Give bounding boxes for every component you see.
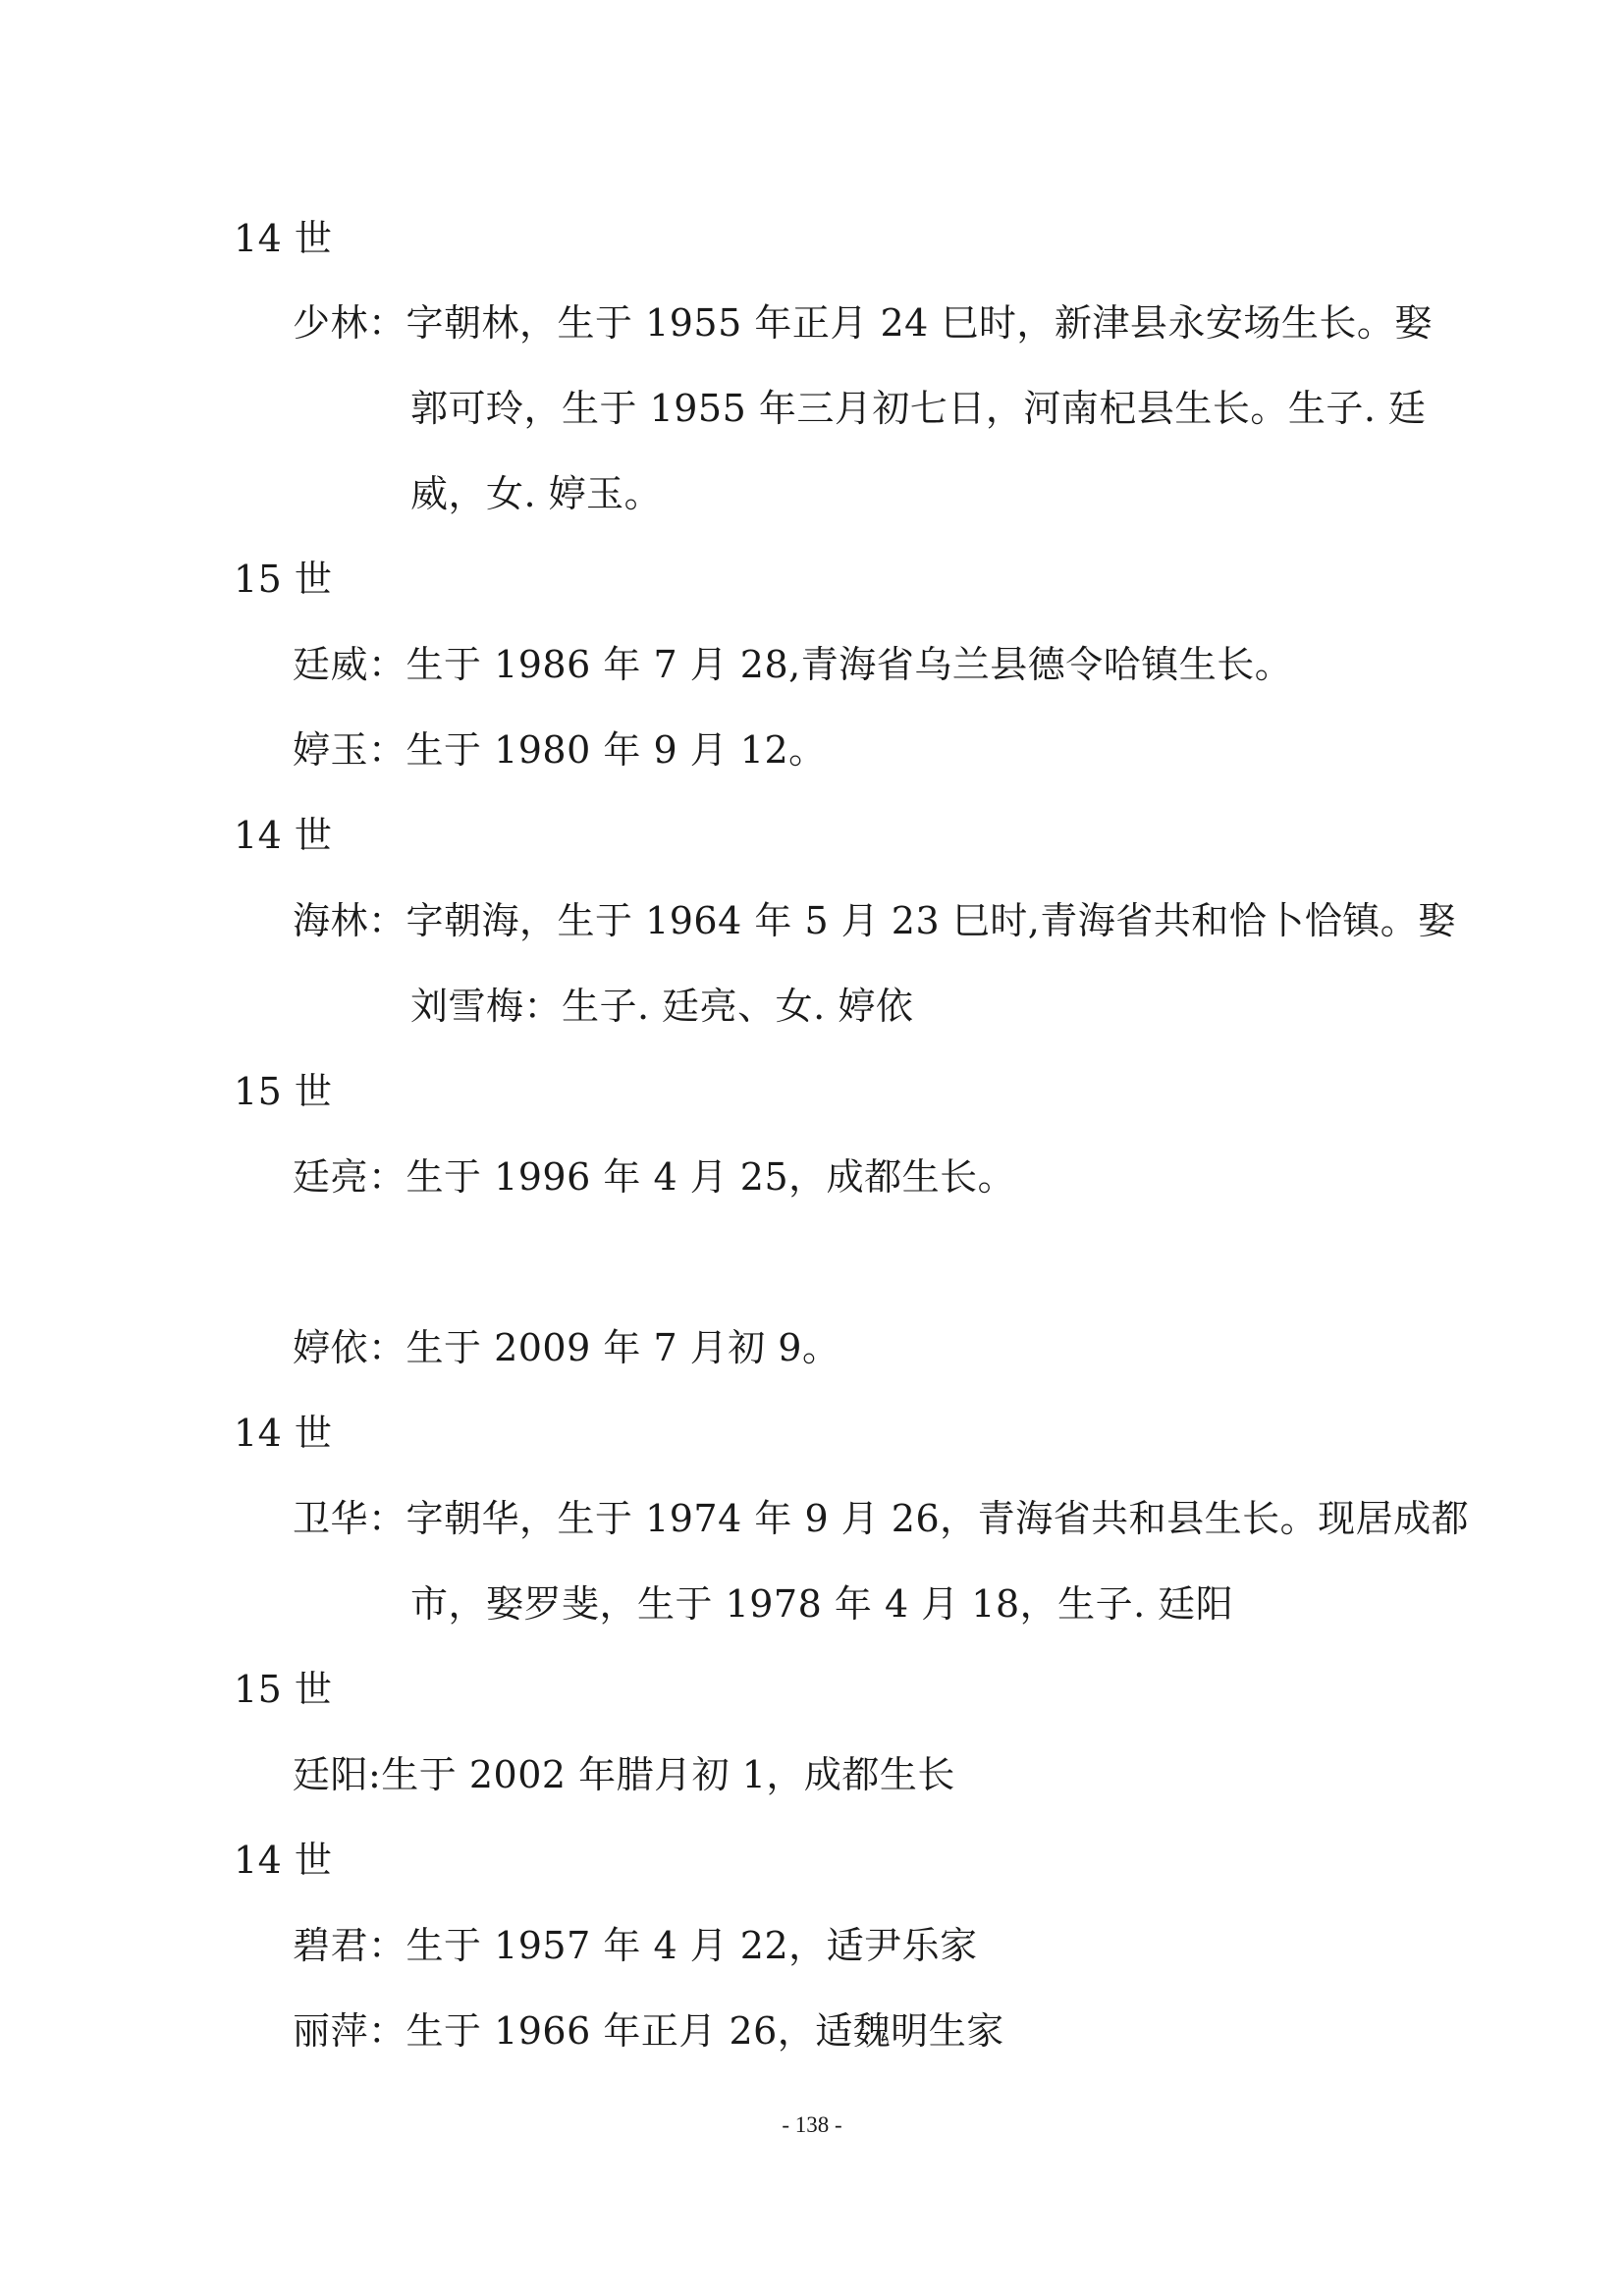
entry-weihua: 卫华：字朝华，生于 1974 年 9 月 26，青海省共和县生长。现居成都 bbox=[293, 1497, 1470, 1540]
entry-tingyi: 婷依：生于 2009 年 7 月初 9。 bbox=[293, 1326, 840, 1369]
entry-liping: 丽萍：生于 1966 年正月 26，适魏明生家 bbox=[293, 2009, 1004, 2053]
generation-heading: 15 世 bbox=[234, 1070, 333, 1113]
generation-heading: 14 世 bbox=[234, 217, 333, 260]
entry-tingyu: 婷玉：生于 1980 年 9 月 12。 bbox=[293, 728, 827, 772]
page-number: - 138 - bbox=[782, 2112, 842, 2137]
generation-heading: 14 世 bbox=[234, 1839, 333, 1882]
generation-heading: 14 世 bbox=[234, 1412, 333, 1455]
entry-bijun: 碧君：生于 1957 年 4 月 22，适尹乐家 bbox=[293, 1924, 978, 1967]
entry-tingyang: 廷阳:生于 2002 年腊月初 1，成都生长 bbox=[293, 1753, 955, 1796]
entry-shaolin-continued: 威，女. 婷玉。 bbox=[410, 472, 663, 515]
entry-shaolin-continued: 郭可玲，生于 1955 年三月初七日，河南杞县生长。生子. 廷 bbox=[410, 387, 1427, 430]
generation-heading: 15 世 bbox=[234, 1668, 333, 1711]
generation-heading: 15 世 bbox=[234, 558, 333, 601]
entry-hailin-continued: 刘雪梅：生子. 廷亮、女. 婷依 bbox=[410, 985, 914, 1028]
entry-tingwei: 廷威：生于 1986 年 7 月 28,青海省乌兰县德令哈镇生长。 bbox=[293, 643, 1293, 686]
entry-weihua-continued: 市，娶罗斐，生于 1978 年 4 月 18，生子. 廷阳 bbox=[410, 1582, 1234, 1626]
entry-shaolin: 少林：字朝林，生于 1955 年正月 24 巳时，新津县永安场生长。娶 bbox=[293, 301, 1433, 345]
entry-hailin: 海林：字朝海，生于 1964 年 5 月 23 巳时,青海省共和恰卜恰镇。娶 bbox=[293, 899, 1456, 942]
generation-heading: 14 世 bbox=[234, 814, 333, 857]
entry-tingliang: 廷亮：生于 1996 年 4 月 25，成都生长。 bbox=[293, 1155, 1016, 1199]
